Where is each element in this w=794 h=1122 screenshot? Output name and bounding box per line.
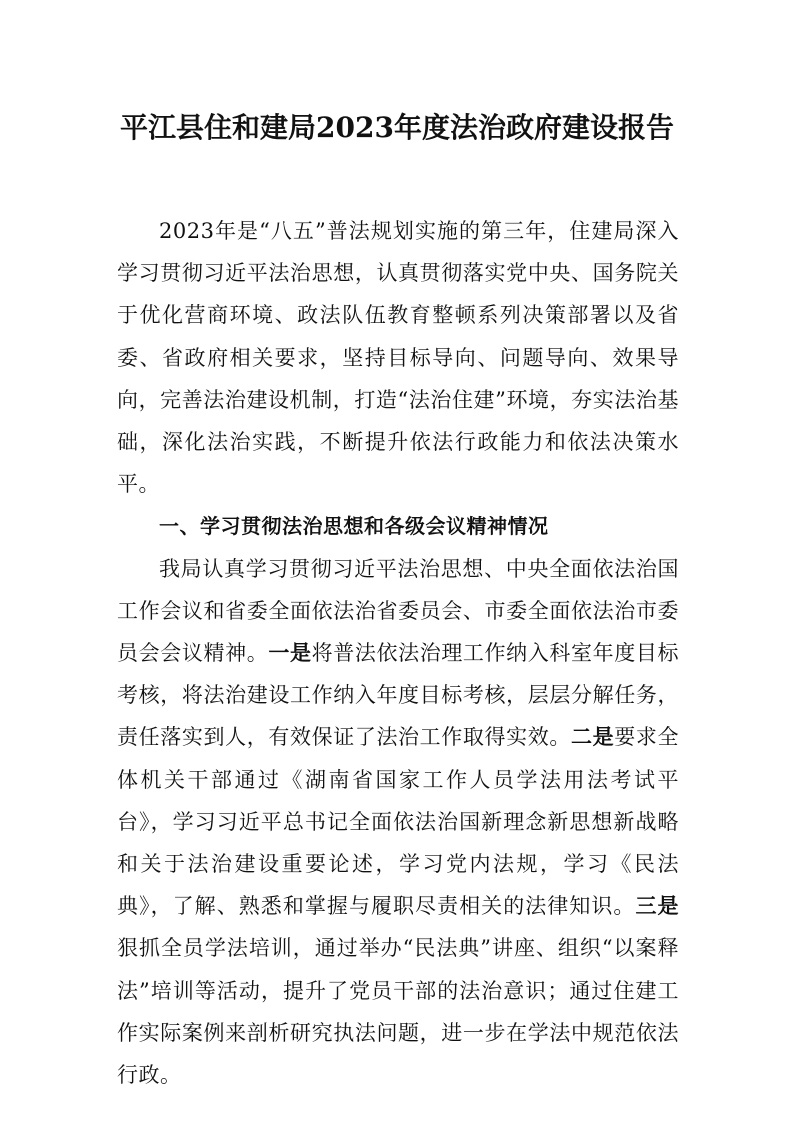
- point-text-2: 要求全体机关干部通过《湖南省国家工作人员学法用法考试平台》，学习习近平总书记全面依法治国新理念新思想新战略和关于法治建设重要论述，学习党内法规，学习《民法典》，了解、熟悉和掌握与履职尽责相关的法律知识。: [117, 725, 680, 919]
- section-paragraph-start: 我局认真学习贯彻习近平法治思想、中央全面依法治国工作会议和省委全面依法治省委员会、市委全面依法治市委员会会议精神。: [117, 556, 679, 666]
- section-heading: 一、学习贯彻法治思想和各级会议精神情况: [159, 514, 549, 539]
- document-title: 平江县住和建局2023年度法治政府建设报告: [120, 111, 674, 144]
- intro-paragraph: 2023年是“八五”普法规划实施的第三年，住建局深入学习贯彻习近平法治思想，认真贯彻落实党中央、国务院关于优化营商环境、政法队伍教育整顿系列决策部署以及省委、省政府相关要求，坚持目标导向、问题导向、效果导向，完善法治建设机制，打造“法治住建”环境，夯实法治基础，深化法治实践，不断提升依法行政能力和依法决策水平。: [117, 219, 679, 497]
- document-body: [117, 210, 679, 1096]
- point-text-3: 狠抓全员学法培训，通过举办“民法典”讲座、组织“以案释法”培训等活动，提升了党员干部的法治意识；通过住建工作实际案例来剖析研究执法问题，进一步在学法中规范依法行政。: [117, 936, 679, 1088]
- section-paragraph: [117, 548, 679, 1097]
- point-label-3: 三是: [635, 893, 680, 919]
- point-text-1: 将普法依法治理工作纳入科室年度目标考核，将法治建设工作纳入年度目标考核，层层分解任务，责任落实到人，有效保证了法治工作取得实效。: [117, 641, 680, 750]
- point-label-2: 二是: [571, 724, 615, 750]
- point-label-1: 一是: [268, 640, 312, 666]
